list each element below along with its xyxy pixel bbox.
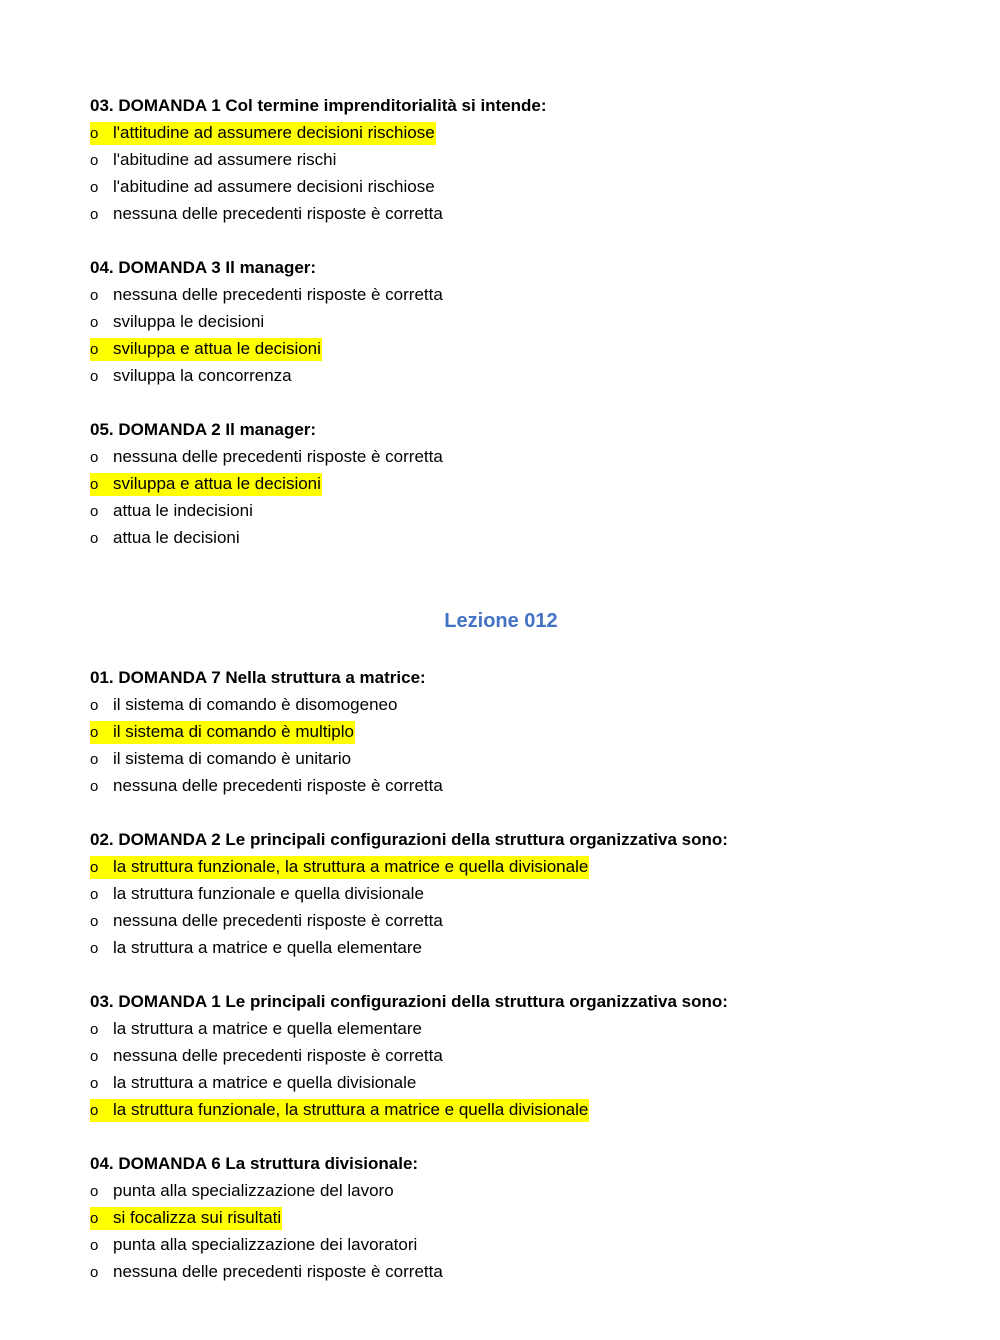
answer-option-correct (90, 718, 950, 745)
circle-bullet-icon: o (90, 778, 99, 795)
answer-text: nessuna delle precedenti risposte è corretta (113, 204, 443, 223)
answer-text: attua le decisioni (113, 528, 240, 547)
answer-option (90, 1177, 950, 1204)
question-text: 04. DOMANDA 3 Il manager: (90, 258, 317, 277)
answer-option (90, 1258, 950, 1285)
circle-bullet-icon: o (90, 503, 99, 520)
answer-text: la struttura funzionale, la struttura a matrice e quella divisionale (113, 857, 589, 876)
circle-bullet-icon: o (90, 1102, 99, 1119)
answer-line (90, 883, 425, 906)
answer-line (90, 1234, 418, 1257)
answer-line (90, 748, 352, 771)
answer-line (90, 1018, 423, 1041)
answer-line (90, 500, 254, 523)
answer-option (90, 691, 950, 718)
answer-line (90, 446, 444, 469)
answer-option (90, 1042, 950, 1069)
question-block (90, 988, 950, 1123)
answer-line (90, 694, 398, 717)
circle-bullet-icon: o (90, 179, 99, 196)
circle-bullet-icon: o (90, 341, 99, 358)
answer-text: il sistema di comando è disomogeneo (113, 695, 398, 714)
question-text: 03. DOMANDA 1 Col termine imprenditorialità si intende: (90, 96, 547, 115)
circle-bullet-icon: o (90, 287, 99, 304)
answer-list (90, 691, 950, 799)
answer-option-correct (90, 1204, 950, 1231)
answer-option-correct (90, 470, 950, 497)
question-block (90, 664, 950, 799)
answer-line (90, 311, 265, 334)
question-text: 04. DOMANDA 6 La struttura divisionale: (90, 1154, 419, 1173)
circle-bullet-icon: o (90, 449, 99, 466)
answer-line (90, 1072, 417, 1095)
answer-list (90, 1177, 950, 1285)
answer-option (90, 745, 950, 772)
answer-option (90, 1015, 950, 1042)
answer-option-correct (90, 119, 950, 146)
answer-option-correct (90, 1096, 950, 1123)
answer-line (90, 527, 241, 550)
answer-option (90, 146, 950, 173)
answer-highlight (90, 721, 355, 744)
answer-option-correct (90, 853, 950, 880)
answer-text: il sistema di comando è unitario (113, 749, 352, 768)
answer-text: il sistema di comando è multiplo (113, 722, 354, 741)
question-block (90, 92, 950, 227)
question-text: 01. DOMANDA 7 Nella struttura a matrice: (90, 668, 426, 687)
question-block (90, 1150, 950, 1285)
circle-bullet-icon: o (90, 886, 99, 903)
circle-bullet-icon: o (90, 859, 99, 876)
answer-text: l'attitudine ad assumere decisioni rischiose (113, 123, 435, 142)
answer-text: la struttura funzionale e quella divisionale (113, 884, 424, 903)
circle-bullet-icon: o (90, 697, 99, 714)
answer-option (90, 524, 950, 551)
answer-list (90, 281, 950, 389)
question-block (90, 416, 950, 551)
question-text: 02. DOMANDA 2 Le principali configurazioni della struttura organizzativa sono: (90, 830, 728, 849)
circle-bullet-icon: o (90, 1075, 99, 1092)
circle-bullet-icon: o (90, 913, 99, 930)
answer-text: si focalizza sui risultati (113, 1208, 282, 1227)
question-block (90, 826, 950, 961)
answer-highlight (90, 1207, 282, 1230)
answer-text: nessuna delle precedenti risposte è corretta (113, 285, 443, 304)
answer-line (90, 284, 444, 307)
answer-text: attua le indecisioni (113, 501, 253, 520)
circle-bullet-icon: o (90, 314, 99, 331)
answer-option (90, 362, 950, 389)
question-text: 03. DOMANDA 1 Le principali configurazioni della struttura organizzativa sono: (90, 992, 728, 1011)
circle-bullet-icon: o (90, 1048, 99, 1065)
answer-line (90, 775, 444, 798)
answer-option (90, 497, 950, 524)
answer-line (90, 203, 444, 226)
question-group-previous-lesson (90, 92, 950, 551)
answer-option (90, 907, 950, 934)
answer-list (90, 443, 950, 551)
answer-list (90, 119, 950, 227)
answer-option (90, 281, 950, 308)
question-group-lezione-012 (90, 664, 950, 1285)
answer-text: l'abitudine ad assumere rischi (113, 150, 337, 169)
circle-bullet-icon: o (90, 152, 99, 169)
circle-bullet-icon: o (90, 751, 99, 768)
answer-line (90, 1045, 444, 1068)
answer-list (90, 853, 950, 961)
answer-text: nessuna delle precedenti risposte è corretta (113, 1046, 443, 1065)
circle-bullet-icon: o (90, 476, 99, 493)
answer-highlight (90, 473, 322, 496)
answer-highlight (90, 856, 589, 879)
answer-text: la struttura funzionale, la struttura a matrice e quella divisionale (113, 1100, 589, 1119)
answer-highlight (90, 1099, 589, 1122)
answer-option (90, 934, 950, 961)
answer-text: l'abitudine ad assumere decisioni rischiose (113, 177, 435, 196)
answer-option (90, 1231, 950, 1258)
document-page (90, 92, 950, 1312)
answer-option-correct (90, 335, 950, 362)
answer-text: la struttura a matrice e quella elementare (113, 1019, 422, 1038)
answer-text: sviluppa e attua le decisioni (113, 474, 321, 493)
circle-bullet-icon: o (90, 1264, 99, 1281)
answer-line (90, 910, 444, 933)
answer-option (90, 772, 950, 799)
answer-option (90, 880, 950, 907)
answer-line (90, 149, 337, 172)
answer-text: sviluppa e attua le decisioni (113, 339, 321, 358)
answer-list (90, 1015, 950, 1123)
answer-highlight (90, 122, 436, 145)
answer-text: nessuna delle precedenti risposte è corretta (113, 776, 443, 795)
answer-line (90, 937, 423, 960)
circle-bullet-icon: o (90, 1183, 99, 1200)
answer-option (90, 1069, 950, 1096)
circle-bullet-icon: o (90, 1237, 99, 1254)
answer-text: sviluppa la concorrenza (113, 366, 292, 385)
circle-bullet-icon: o (90, 530, 99, 547)
circle-bullet-icon: o (90, 1021, 99, 1038)
answer-line (90, 1180, 395, 1203)
question-text: 05. DOMANDA 2 Il manager: (90, 420, 317, 439)
circle-bullet-icon: o (90, 368, 99, 385)
answer-option (90, 308, 950, 335)
answer-option (90, 200, 950, 227)
answer-text: punta alla specializzazione dei lavoratori (113, 1235, 418, 1254)
answer-text: nessuna delle precedenti risposte è corretta (113, 447, 443, 466)
answer-line (90, 1261, 444, 1284)
answer-text: la struttura a matrice e quella elementare (113, 938, 422, 957)
answer-text: nessuna delle precedenti risposte è corretta (113, 911, 443, 930)
circle-bullet-icon: o (90, 125, 99, 142)
answer-line (90, 365, 293, 388)
answer-line (90, 176, 436, 199)
answer-highlight (90, 338, 322, 361)
circle-bullet-icon: o (90, 1210, 99, 1227)
question-block (90, 254, 950, 389)
answer-option (90, 173, 950, 200)
circle-bullet-icon: o (90, 724, 99, 741)
circle-bullet-icon: o (90, 206, 99, 223)
answer-text: punta alla specializzazione del lavoro (113, 1181, 394, 1200)
answer-text: la struttura a matrice e quella divisionale (113, 1073, 417, 1092)
answer-option (90, 443, 950, 470)
answer-text: nessuna delle precedenti risposte è corretta (113, 1262, 443, 1281)
section-title: Lezione 012 (444, 610, 558, 632)
answer-text: sviluppa le decisioni (113, 312, 265, 331)
circle-bullet-icon: o (90, 940, 99, 957)
